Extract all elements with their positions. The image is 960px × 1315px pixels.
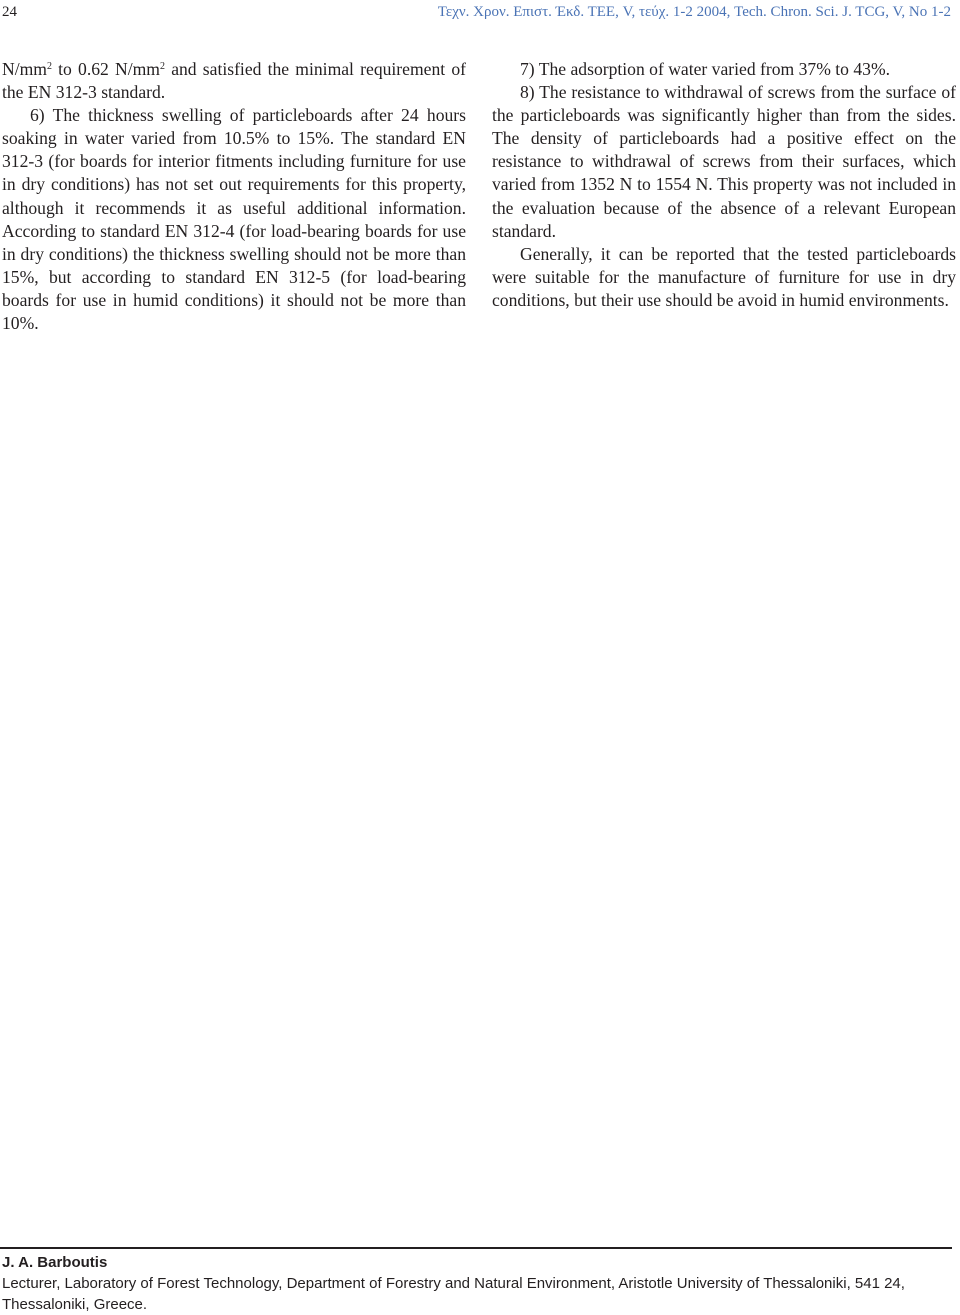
left-column (2, 58, 466, 335)
superscript: 2 (160, 61, 165, 72)
journal-reference: Τεχν. Χρον. Επιστ. Έκδ. ΤΕΕ, V, τεύχ. 1-2 2004, Tech. Chron. Sci. J. TCG, V, No 1-2 (437, 4, 951, 20)
superscript: 2 (46, 61, 52, 72)
right-paragraph-2: 8) The resistance to withdrawal of screws from the surface of the particleboards was significantly higher than from the sides. The density of particleboards had a positive effect on the resistance to withdrawal of screws from their surfaces, which varied from 1352 N to 1554 N. This property was not included in the evaluation because of the absence of a relevant European standard. (492, 82, 956, 241)
right-paragraph-1: 7) The adsorption of water varied from 37% to 43%. (520, 59, 891, 79)
left-paragraph-1: $N/mm^2$ to 0.62 $N/mm^2$ and satisfied the minimal requirement of the EN 312-3 standard. (2, 59, 466, 103)
author-affiliation: Lecturer, Laboratory of Forest Technology, Department of Forestry and Natural Environment, Aristotle University of Thessaloniki, 541 24, Thessaloniki, Greece. (2, 1275, 905, 1313)
page-number: 24 (2, 4, 17, 20)
right-paragraph-3: Generally, it can be reported that the tested particleboards were suitable for the manufacture of furniture for use in dry conditions, but their use should be avoid in humid environments. (492, 243, 956, 310)
running-head (0, 0, 960, 24)
right-column (492, 58, 956, 312)
author-name: J. A. Barboutis (2, 1254, 108, 1271)
left-paragraph-2: 6) The thickness swelling of particleboards after 24 hours soaking in water varied from 10.5% to 15%. The standard EN 312-3 (for boards for interior fitments including furniture for use in dry conditions) has not set out requirements for this property, although it recommends it as useful additional information. According to standard EN 312-4 (for load-bearing boards for use in dry conditions) the thickness swelling should not be more than 15%, but according to standard EN 312-5 (for load-bearing boards for use in humid conditions) it should not be more than 10%. (2, 105, 466, 334)
author-footnote (2, 1252, 952, 1315)
footer-divider (0, 1247, 952, 1249)
